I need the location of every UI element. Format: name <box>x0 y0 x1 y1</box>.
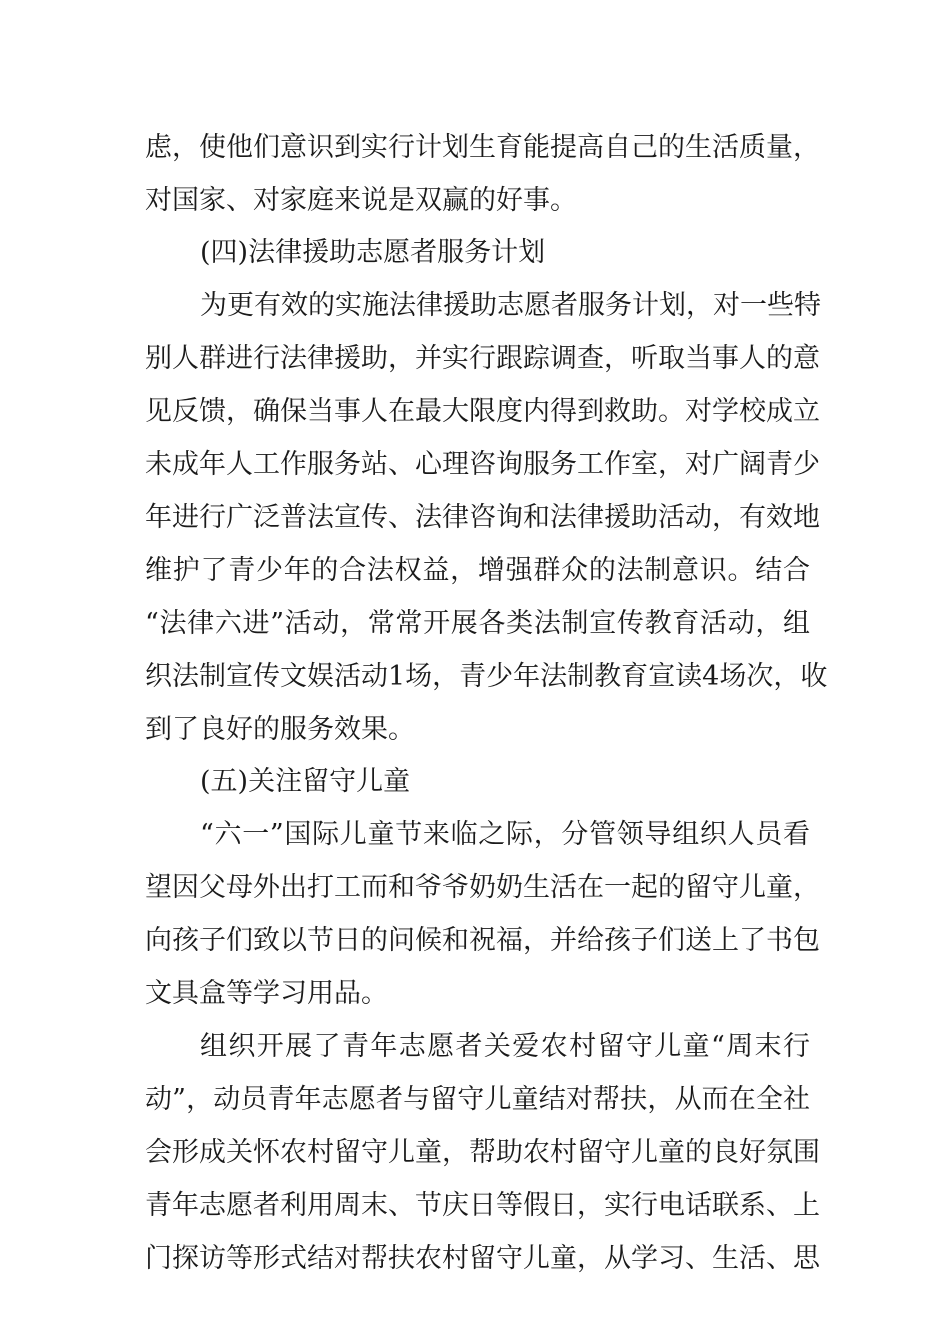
text-line: 向孩子们致以节日的问候和祝福，并给孩子们送上了书包 <box>145 925 820 956</box>
text-line: 别人群进行法律援助，并实行跟踪调查，听取当事人的意 <box>145 343 820 374</box>
text-line: 望因父母外出打工而和爷爷奶奶生活在一起的留守儿童， <box>145 872 820 903</box>
text-line: 维护了青少年的合法权益，增强群众的法制意识。结合 <box>145 555 810 586</box>
text-line: 门探访等形式结对帮扶农村留守儿童，从学习、生活、思 <box>145 1243 820 1274</box>
section-heading: (四)法律援助志愿者服务计划 <box>200 237 546 268</box>
text-line: 见反馈，确保当事人在最大限度内得到救助。对学校成立 <box>145 396 820 427</box>
text-line: “六一”国际儿童节来临之际，分管领导组织人员看 <box>200 819 810 850</box>
text-line: 虑，使他们意识到实行计划生育能提高自己的生活质量， <box>145 132 820 163</box>
text-line: 未成年人工作服务站、心理咨询服务工作室，对广阔青少 <box>145 449 820 480</box>
section-heading: (五)关注留守儿童 <box>200 766 411 797</box>
text-line: 到了良好的服务效果。 <box>145 714 415 745</box>
text-line: 青年志愿者利用周末、节庆日等假日，实行电话联系、上 <box>145 1190 820 1221</box>
text-line: 文具盒等学习用品。 <box>145 978 388 1009</box>
text-line: 动”，动员青年志愿者与留守儿童结对帮扶，从而在全社 <box>145 1084 810 1115</box>
text-line: 会形成关怀农村留守儿童，帮助农村留守儿童的良好氛围 <box>145 1137 820 1168</box>
text-line: 对国家、对家庭来说是双赢的好事。 <box>145 185 577 216</box>
text-line: 为更有效的实施法律援助志愿者服务计划，对一些特 <box>200 290 821 321</box>
text-line: 织法制宣传文娱活动1场，青少年法制教育宣读4场次，收 <box>145 661 828 692</box>
text-line: 年进行广泛普法宣传、法律咨询和法律援助活动，有效地 <box>145 502 820 533</box>
text-line: “法律六进”活动，常常开展各类法制宣传教育活动，组 <box>145 608 810 639</box>
text-line: 组织开展了青年志愿者关爱农村留守儿童“周末行 <box>200 1031 810 1062</box>
